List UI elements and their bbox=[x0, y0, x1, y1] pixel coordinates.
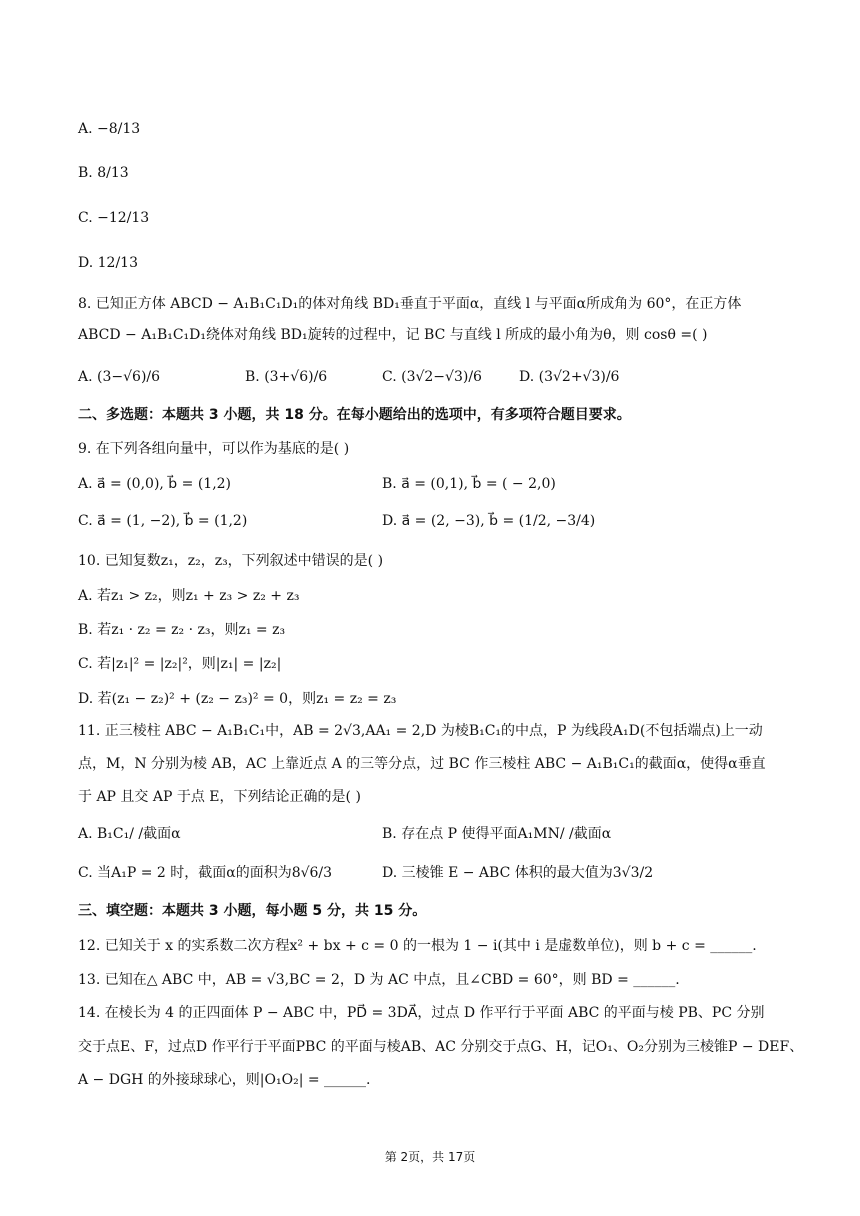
q7-option-c bbox=[78, 207, 149, 229]
q8-option-a: A. (3−√6)/6 bbox=[78, 369, 161, 385]
q11-option-b: B. 存在点 P 使得平面A₁MN/ /截面α bbox=[382, 826, 612, 842]
page-footer: 第 2页，共 17页 bbox=[384, 1150, 476, 1164]
q14-stem-line2: 交于点E、F，过点D 作平行于平面PBC 的平面与棱AB、AC 分别交于点G、H，记O₁、O₂分别为三棱锥P − DEF、 bbox=[78, 1039, 804, 1055]
q8-option-c: C. (3√2−√3)/6 bbox=[382, 369, 482, 385]
q7-option-a bbox=[78, 118, 140, 140]
q9-option-d: D. a⃗ = (2, −3), b⃗ = (1/2, −3/4) bbox=[382, 513, 596, 529]
q9-option-a: A. a⃗ = (0,0), b⃗ = (1,2) bbox=[78, 476, 232, 492]
option-label: B. bbox=[78, 165, 93, 181]
q11-stem-line3: 于 AP 且交 AP 于点 E，下列结论正确的是( ) bbox=[78, 789, 361, 805]
option-value: 8/13 bbox=[97, 165, 129, 181]
option-label: C. bbox=[78, 210, 93, 226]
option-label: D. bbox=[78, 255, 94, 271]
q8-stem-line1: 8. 已知正方体 ABCD − A₁B₁C₁D₁的体对角线 BD₁垂直于平面α，直线 l 与平面α所成角为 60°，在正方体 bbox=[78, 296, 742, 312]
q11-stem-line1: 11. 正三棱柱 ABC − A₁B₁C₁中，AB = 2√3,AA₁ = 2,D 为棱B₁C₁的中点，P 为线段A₁D(不包括端点)上一动 bbox=[78, 723, 763, 739]
q9-stem: 9. 在下列各组向量中，可以作为基底的是( ) bbox=[78, 441, 350, 457]
q10-option-b: B. 若z₁ · z₂ = z₂ · z₃，则z₁ = z₃ bbox=[78, 622, 286, 638]
q11-option-c: C. 当A₁P = 2 时，截面α的面积为8√6/3 bbox=[78, 865, 333, 881]
q13-stem: 13. 已知在△ ABC 中，AB = √3,BC = 2，D 为 AC 中点，且∠CBD = 60°，则 BD = ______. bbox=[78, 972, 680, 988]
option-value: 12/13 bbox=[97, 255, 138, 271]
q8-option-d: D. (3√2+√3)/6 bbox=[519, 369, 620, 385]
q10-option-c: C. 若|z₁|² = |z₂|²，则|z₁| = |z₂| bbox=[78, 656, 282, 672]
q9-option-c: C. a⃗ = (1, −2), b⃗ = (1,2) bbox=[78, 513, 248, 529]
q7-option-d bbox=[78, 252, 138, 274]
section-heading-multiple-choice: 二、多选题：本题共 3 小题，共 18 分。在每小题给出的选项中，有多项符合题目要求。 bbox=[78, 407, 631, 423]
q11-stem-line2: 点，M，N 分别为棱 AB，AC 上靠近点 A 的三等分点，过 BC 作三棱柱 ABC − A₁B₁C₁的截面α，使得α垂直 bbox=[78, 756, 766, 772]
q11-option-d: D. 三棱锥 E − ABC 体积的最大值为3√3/2 bbox=[382, 865, 654, 881]
section-heading-fill-in: 三、填空题：本题共 3 小题，每小题 5 分，共 15 分。 bbox=[78, 903, 427, 919]
q9-option-b: B. a⃗ = (0,1), b⃗ = ( − 2,0) bbox=[382, 476, 556, 492]
q12-stem: 12. 已知关于 x 的实系数二次方程x² + bx + c = 0 的一根为 1 − i(其中 i 是虚数单位)，则 b + c = ______. bbox=[78, 938, 757, 954]
option-label: A. bbox=[78, 121, 93, 137]
q10-option-a: A. 若z₁ > z₂，则z₁ + z₃ > z₂ + z₃ bbox=[78, 588, 300, 604]
option-value: −8/13 bbox=[97, 121, 141, 137]
q8-option-b: B. (3+√6)/6 bbox=[245, 369, 328, 385]
q14-stem-line1: 14. 在棱长为 4 的正四面体 P − ABC 中，PD⃗ = 3DA⃗，过点 D 作平行于平面 ABC 的平面与棱 PB、PC 分别 bbox=[78, 1005, 765, 1021]
q10-option-d: D. 若(z₁ − z₂)² + (z₂ − z₃)² = 0，则z₁ = z₂ = z₃ bbox=[78, 691, 397, 707]
q10-stem: 10. 已知复数z₁，z₂，z₃，下列叙述中错误的是( ) bbox=[78, 553, 384, 569]
option-value: −12/13 bbox=[97, 210, 150, 226]
q11-option-a: A. B₁C₁/ /截面α bbox=[78, 826, 181, 842]
q7-option-b bbox=[78, 162, 129, 184]
q14-stem-line3: A − DGH 的外接球球心，则|O₁O₂| = ______. bbox=[78, 1072, 371, 1088]
q8-stem-line2: ABCD − A₁B₁C₁D₁绕体对角线 BD₁旋转的过程中，记 BC 与直线 l 所成的最小角为θ，则 cosθ =( ) bbox=[78, 327, 708, 343]
